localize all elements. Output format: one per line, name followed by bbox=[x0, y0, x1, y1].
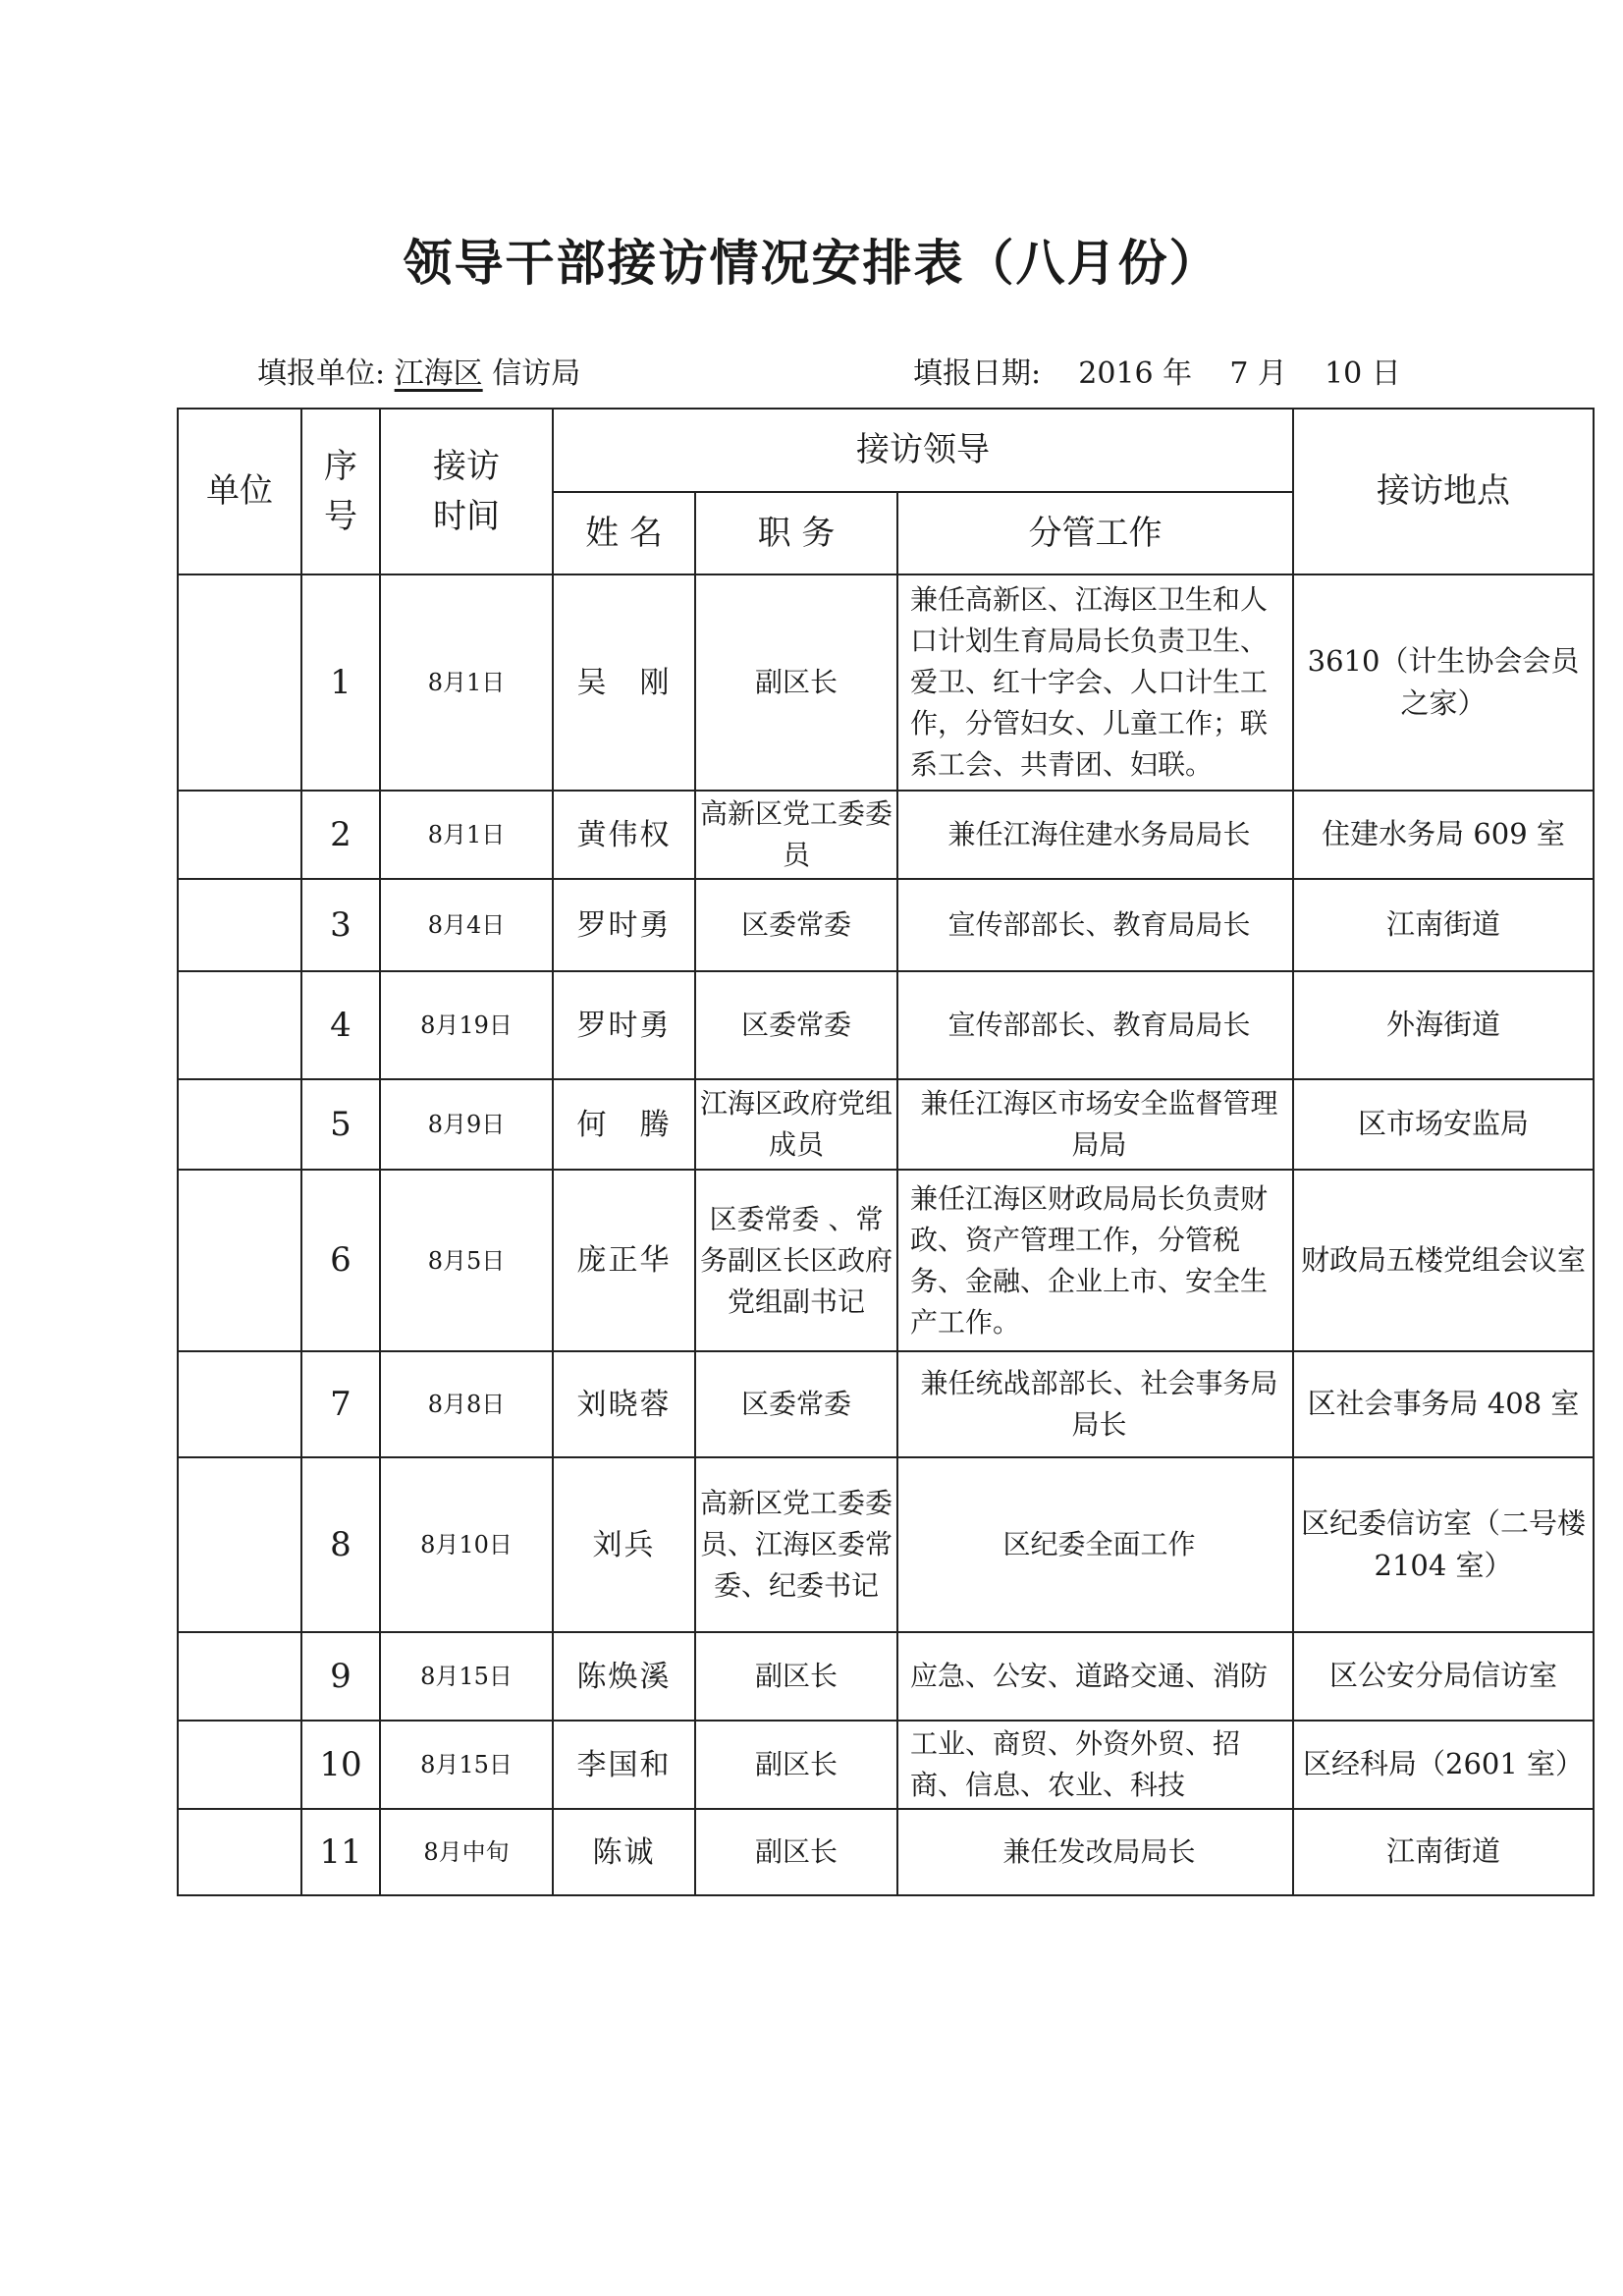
unit-cell bbox=[178, 1170, 301, 1351]
name-cell: 陈诚 bbox=[553, 1809, 695, 1895]
name-cell: 陈焕溪 bbox=[553, 1632, 695, 1721]
table-row bbox=[178, 574, 1594, 791]
table-row bbox=[178, 1721, 1594, 1809]
time-cell: 8月10日 bbox=[380, 1457, 553, 1632]
name-cell: 刘晓蓉 bbox=[553, 1351, 695, 1457]
table-row bbox=[178, 1079, 1594, 1170]
date-month: 7 月 bbox=[1229, 356, 1287, 391]
unit-cell bbox=[178, 971, 301, 1079]
table-row bbox=[178, 1170, 1594, 1351]
place-cell: 外海街道 bbox=[1293, 971, 1594, 1079]
header-time-1: 接访 bbox=[433, 446, 500, 486]
header-seq bbox=[301, 409, 380, 574]
time-cell: 8月15日 bbox=[380, 1632, 553, 1721]
unit-cell bbox=[178, 1809, 301, 1895]
place-cell: 住建水务局 609 室 bbox=[1293, 791, 1594, 879]
position-cell: 高新区党工委委员、江海区委常委、纪委书记 bbox=[695, 1457, 897, 1632]
seq-cell: 4 bbox=[301, 971, 380, 1079]
position-cell: 江海区政府党组成员 bbox=[695, 1079, 897, 1170]
table-row bbox=[178, 791, 1594, 879]
header-time bbox=[380, 409, 553, 574]
unit-cell bbox=[178, 1632, 301, 1721]
reporting-unit bbox=[257, 349, 580, 392]
header-work: 分管工作 bbox=[897, 492, 1293, 574]
work-cell: 兼任发改局局长 bbox=[897, 1809, 1293, 1895]
position-cell: 区委常委 bbox=[695, 971, 897, 1079]
unit-suffix: 信访局 bbox=[492, 356, 581, 391]
reporting-date bbox=[913, 349, 1401, 392]
unit-cell bbox=[178, 1457, 301, 1632]
seq-cell: 11 bbox=[301, 1809, 380, 1895]
name-cell: 何 腾 bbox=[553, 1079, 695, 1170]
seq-cell: 10 bbox=[301, 1721, 380, 1809]
name-cell: 黄伟权 bbox=[553, 791, 695, 879]
position-cell: 副区长 bbox=[695, 574, 897, 791]
work-cell: 应急、公安、道路交通、消防 bbox=[897, 1632, 1293, 1721]
place-cell: 江南街道 bbox=[1293, 1809, 1594, 1895]
name-cell: 罗时勇 bbox=[553, 879, 695, 971]
place-cell: 3610（计生协会会员之家） bbox=[1293, 574, 1594, 791]
position-cell: 副区长 bbox=[695, 1809, 897, 1895]
place-cell: 区经科局（2601 室） bbox=[1293, 1721, 1594, 1809]
unit-label: 填报单位: bbox=[257, 356, 386, 391]
place-cell: 区公安分局信访室 bbox=[1293, 1632, 1594, 1721]
work-cell: 兼任统战部部长、社会事务局局长 bbox=[897, 1351, 1293, 1457]
time-cell: 8月4日 bbox=[380, 879, 553, 971]
unit-cell bbox=[178, 1351, 301, 1457]
header-place: 接访地点 bbox=[1293, 409, 1594, 574]
header-seq-2: 号 bbox=[324, 496, 357, 536]
header-seq-1: 序 bbox=[324, 446, 357, 486]
name-cell: 刘兵 bbox=[553, 1457, 695, 1632]
table-row bbox=[178, 879, 1594, 971]
time-cell: 8月中旬 bbox=[380, 1809, 553, 1895]
position-cell: 区委常委 bbox=[695, 879, 897, 971]
place-cell: 江南街道 bbox=[1293, 879, 1594, 971]
name-cell: 李国和 bbox=[553, 1721, 695, 1809]
position-cell: 高新区党工委委员 bbox=[695, 791, 897, 879]
time-cell: 8月9日 bbox=[380, 1079, 553, 1170]
date-day: 10 日 bbox=[1325, 356, 1401, 391]
work-cell: 兼任高新区、江海区卫生和人口计划生育局局长负责卫生、爱卫、红十字会、人口计生工作，分管妇女、儿童工作；联系工会、共青团、妇联。 bbox=[897, 574, 1293, 791]
place-cell: 区纪委信访室（二号楼 2104 室） bbox=[1293, 1457, 1594, 1632]
time-cell: 8月19日 bbox=[380, 971, 553, 1079]
time-cell: 8月8日 bbox=[380, 1351, 553, 1457]
table-row bbox=[178, 1809, 1594, 1895]
work-cell: 宣传部部长、教育局局长 bbox=[897, 879, 1293, 971]
name-cell: 庞正华 bbox=[553, 1170, 695, 1351]
place-cell: 财政局五楼党组会议室 bbox=[1293, 1170, 1594, 1351]
unit-cell bbox=[178, 574, 301, 791]
work-cell: 宣传部部长、教育局局长 bbox=[897, 971, 1293, 1079]
place-cell: 区市场安监局 bbox=[1293, 1079, 1594, 1170]
time-cell: 8月1日 bbox=[380, 791, 553, 879]
work-cell: 兼任江海区市场安全监督管理局局 bbox=[897, 1079, 1293, 1170]
seq-cell: 6 bbox=[301, 1170, 380, 1351]
work-cell: 兼任江海住建水务局局长 bbox=[897, 791, 1293, 879]
table-row bbox=[178, 971, 1594, 1079]
time-cell: 8月5日 bbox=[380, 1170, 553, 1351]
time-cell: 8月1日 bbox=[380, 574, 553, 791]
work-cell: 兼任江海区财政局局长负责财政、资产管理工作，分管税务、金融、企业上市、安全生产工作。 bbox=[897, 1170, 1293, 1351]
seq-cell: 7 bbox=[301, 1351, 380, 1457]
table-row bbox=[178, 1632, 1594, 1721]
date-year: 2016 年 bbox=[1078, 356, 1193, 391]
position-cell: 区委常委 、常务副区长区政府党组副书记 bbox=[695, 1170, 897, 1351]
table-row bbox=[178, 1457, 1594, 1632]
seq-cell: 1 bbox=[301, 574, 380, 791]
unit-cell bbox=[178, 879, 301, 971]
name-cell: 罗时勇 bbox=[553, 971, 695, 1079]
unit-name: 江海区 bbox=[394, 356, 483, 391]
unit-cell bbox=[178, 1721, 301, 1809]
table-row bbox=[178, 1351, 1594, 1457]
header-time-2: 时间 bbox=[433, 496, 500, 536]
header-name: 姓 名 bbox=[553, 492, 695, 574]
seq-cell: 5 bbox=[301, 1079, 380, 1170]
name-cell: 吴 刚 bbox=[553, 574, 695, 791]
position-cell: 副区长 bbox=[695, 1632, 897, 1721]
date-label: 填报日期: bbox=[913, 356, 1042, 391]
time-cell: 8月15日 bbox=[380, 1721, 553, 1809]
seq-cell: 8 bbox=[301, 1457, 380, 1632]
page-title: 领导干部接访情况安排表（八月份） bbox=[403, 234, 1220, 292]
work-cell: 区纪委全面工作 bbox=[897, 1457, 1293, 1632]
seq-cell: 2 bbox=[301, 791, 380, 879]
header-leader: 接访领导 bbox=[553, 409, 1293, 492]
position-cell: 副区长 bbox=[695, 1721, 897, 1809]
seq-cell: 3 bbox=[301, 879, 380, 971]
header-unit: 单位 bbox=[178, 409, 301, 574]
seq-cell: 9 bbox=[301, 1632, 380, 1721]
work-cell: 工业、商贸、外资外贸、招商、信息、农业、科技 bbox=[897, 1721, 1293, 1809]
unit-cell bbox=[178, 1079, 301, 1170]
place-cell: 区社会事务局 408 室 bbox=[1293, 1351, 1594, 1457]
header-position: 职 务 bbox=[695, 492, 897, 574]
position-cell: 区委常委 bbox=[695, 1351, 897, 1457]
unit-cell bbox=[178, 791, 301, 879]
schedule-table bbox=[177, 408, 1595, 1896]
